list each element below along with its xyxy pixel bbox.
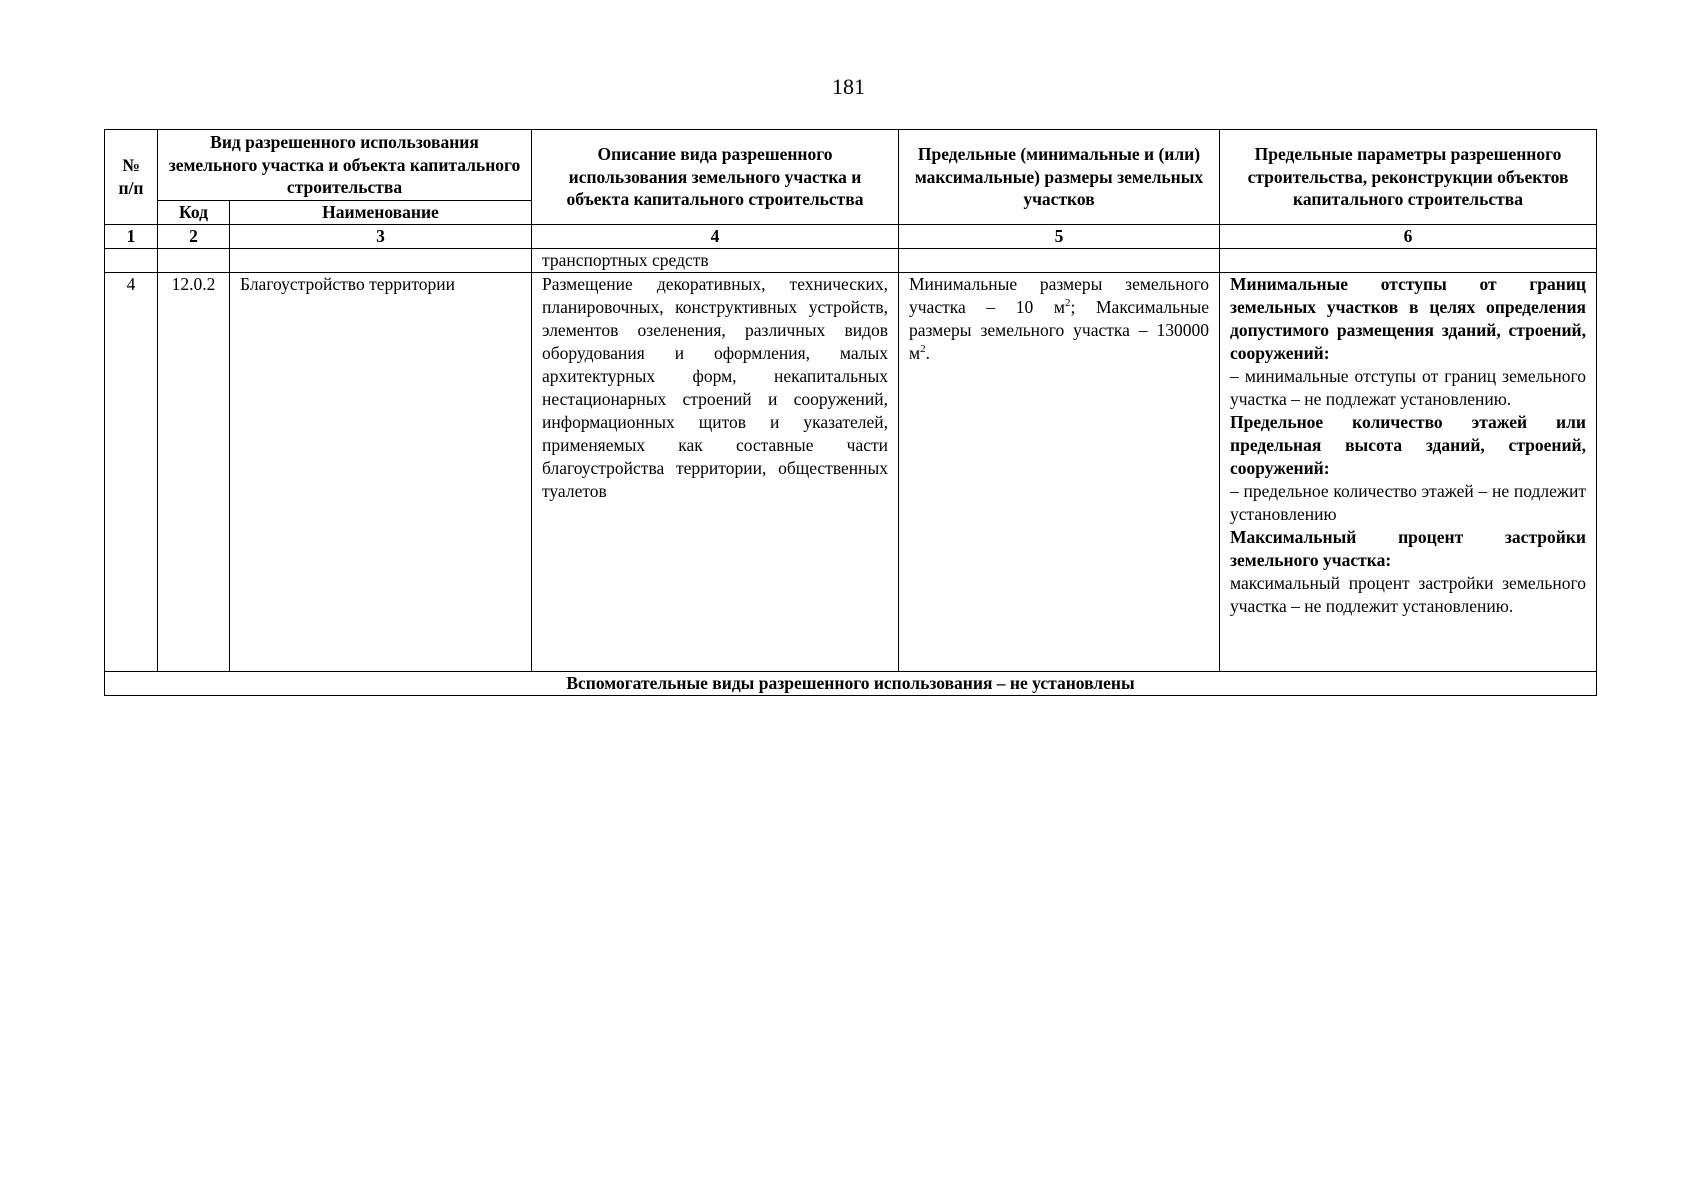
- page-number: 181: [832, 74, 865, 99]
- min-size-sup: 2: [1064, 296, 1071, 309]
- header-description: Описание вида разрешенного использования земельного участка и объекта капитального строительства: [532, 130, 899, 225]
- header-sizes: Предельные (минимальные и (или) максимальные) размеры земельных участков: [899, 130, 1220, 225]
- column-number: 1: [105, 224, 158, 248]
- min-size-text: Минимальные размеры земельного участка – 10 м: [909, 273, 1209, 317]
- param-text-setbacks: – минимальные отступы от границ земельного участка – не подлежат установлению.: [1230, 365, 1586, 409]
- param-heading-floors: Предельное количество этажей или предельная высота зданий, строений, сооружений:: [1230, 411, 1586, 478]
- footer-note: Вспомогательные виды разрешенного использования – не установлены: [105, 671, 1597, 695]
- column-number: 2: [158, 224, 230, 248]
- column-number: 3: [230, 224, 532, 248]
- header-params: Предельные параметры разрешенного строительства, реконструкции объектов капитального строительства: [1220, 130, 1597, 225]
- land-use-table: [104, 129, 1597, 696]
- column-number-row: [105, 224, 1597, 248]
- header-name: Наименование: [230, 201, 532, 225]
- param-text-coverage: максимальный процент застройки земельного участка – не подлежит установлению.: [1230, 572, 1586, 616]
- row-params: [1220, 272, 1597, 671]
- row-num: 4: [105, 272, 158, 671]
- param-heading-coverage: Максимальный процент застройки земельного участка:: [1230, 526, 1586, 570]
- param-text-floors: – предельное количество этажей – не подлежит установлению: [1230, 480, 1586, 524]
- header-code: Код: [158, 201, 230, 225]
- row-code: 12.0.2: [158, 272, 230, 671]
- column-number: 6: [1220, 224, 1597, 248]
- param-heading-setbacks: Минимальные отступы от границ земельных участков в целях определения допустимого размещения зданий, строений, сооружений:: [1230, 273, 1586, 363]
- row-name: Благоустройство территории: [230, 272, 532, 671]
- footer-row: [105, 671, 1597, 695]
- column-number: 4: [532, 224, 899, 248]
- header-use-type: Вид разрешенного использования земельного участка и объекта капитального строительства: [158, 130, 532, 201]
- max-size-sup: 2: [920, 342, 926, 355]
- min-size-end: ;: [1070, 296, 1076, 317]
- continuation-row: [105, 248, 1597, 272]
- column-number: 5: [899, 224, 1220, 248]
- header-num: № п/п: [105, 130, 158, 225]
- max-size-text: Максимальные размеры земельного участка – 130000 м: [909, 296, 1210, 363]
- table-header-row: [105, 130, 1597, 201]
- table-row: [105, 272, 1597, 671]
- max-size-end: .: [925, 342, 930, 363]
- row-description: Размещение декоративных, технических, планировочных, конструктивных устройств, элементов озеленения, различных видов оборудования и оформления, малых архитектурных форм, некапитальных нестационарных строений и сооружений, информационных щитов и указателей, применяемых как составные части благоустройства территории, общественных туалетов: [532, 272, 899, 671]
- continuation-text: транспортных средств: [532, 248, 899, 272]
- row-sizes: [899, 272, 1220, 671]
